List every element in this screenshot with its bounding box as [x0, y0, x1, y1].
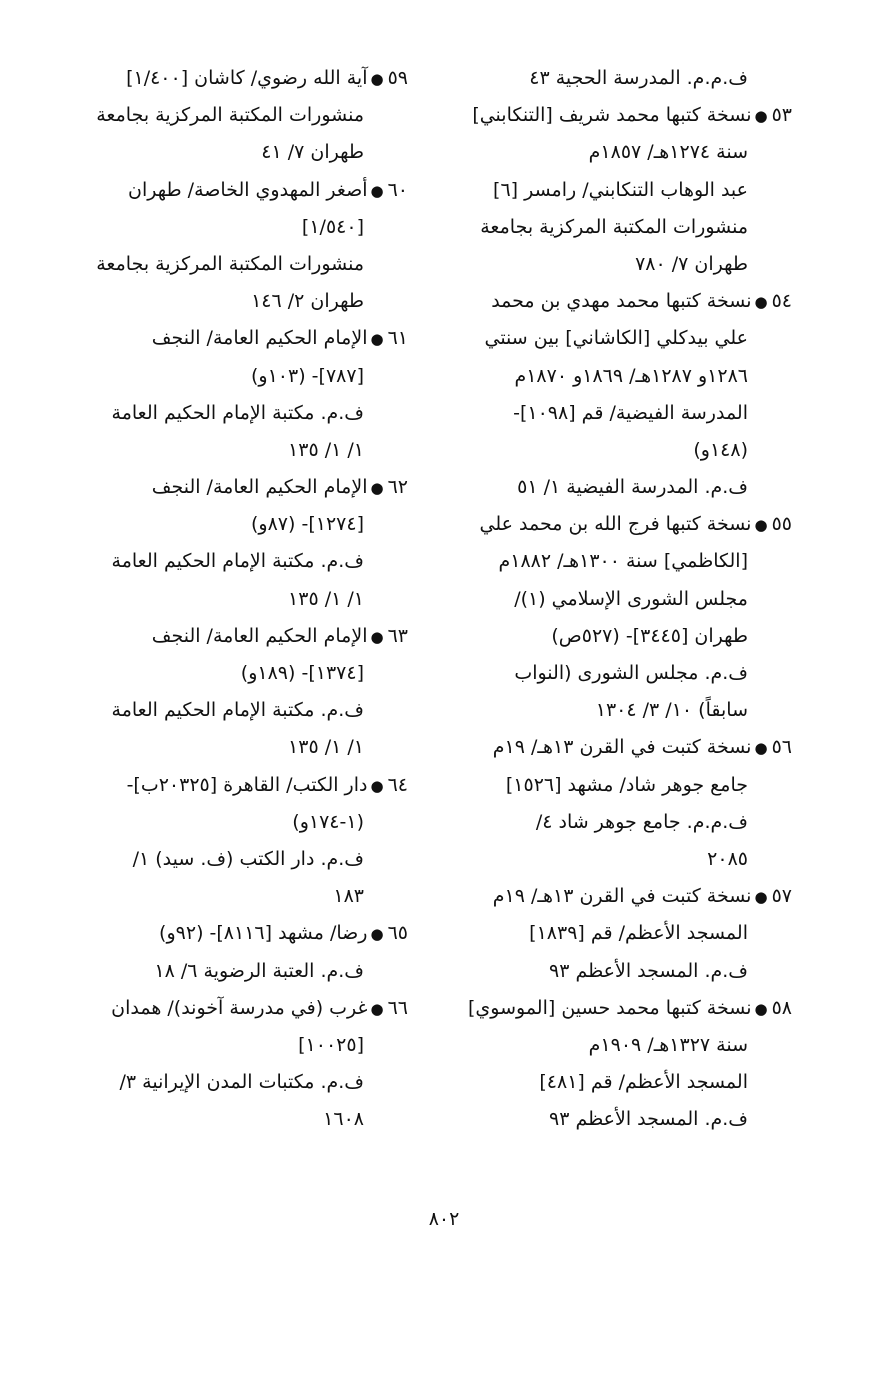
- entry-line: مجلس الشورى الإسلامي (١)/: [514, 587, 748, 610]
- entry-line: طهران ٧/ ٧٨٠: [635, 252, 748, 275]
- entry-text: نسخة كتبها محمد شريف [التنكابني]: [472, 104, 752, 127]
- bullet-icon: ●: [754, 293, 768, 312]
- entry-text: نسخة كتبت في القرن ١٣هـ/ ١٩م: [492, 885, 752, 908]
- entry-line: ف.م. مكتبة الإمام الحكيم العامة: [111, 401, 364, 424]
- page-number: ٨٠٢: [428, 1208, 460, 1230]
- entry-number: ٦٦: [387, 996, 408, 1019]
- bullet-icon: ●: [370, 776, 384, 795]
- entry-line: المسجد الأعظم/ قم [١٨٣٩]: [529, 922, 748, 945]
- bullet-icon: ●: [370, 627, 384, 646]
- entry-text: الإمام الحكيم العامة/ النجف: [151, 327, 368, 350]
- entry-line: عبد الوهاب التنكابني/ رامسر [٦]: [493, 178, 748, 201]
- entry-text: أصغر المهدوي الخاصة/ طهران: [128, 178, 368, 201]
- column-top-line: ف.م.م. المدرسة الحجية ٤٣: [529, 67, 748, 89]
- entry-first-line: [68, 915, 408, 952]
- entry-line: سابقاً) ١٠/ ٣/ ١٣٠٤: [595, 699, 748, 722]
- entry-line: ١/ ١/ ١٣٥: [288, 587, 364, 610]
- entry: [432, 729, 792, 878]
- bullet-icon: ●: [754, 888, 768, 907]
- entry-number: ٥٩: [387, 67, 408, 89]
- entry-line: ف.م. المسجد الأعظم ٩٣: [548, 959, 748, 982]
- entry-line: جامع جوهر شاد/ مشهد [١٥٢٦]: [505, 773, 748, 796]
- entry-first-line: [68, 618, 408, 655]
- entry-text: الإمام الحكيم العامة/ النجف: [151, 476, 368, 499]
- entry-first-line: [432, 878, 792, 915]
- entry-line: ف.م. العتبة الرضوية ٦/ ١٨: [154, 959, 364, 982]
- entry-line: ٢٠٨٥: [707, 847, 748, 870]
- entry-line: [١/٥٤٠]: [301, 215, 364, 238]
- entry: [68, 320, 408, 469]
- entry-text: نسخة كتبها محمد مهدي بن محمد: [491, 290, 752, 313]
- entry-line: ف.م. مكتبة الإمام الحكيم العامة: [111, 699, 364, 722]
- entry-number: ٦٣: [387, 624, 408, 647]
- right-column: [432, 60, 792, 1138]
- bullet-icon: ●: [370, 479, 384, 498]
- entry-line: طهران [٣٤٤٥]- (٥٢٧ص): [551, 624, 748, 647]
- left-column: [68, 60, 408, 1138]
- entry-first-line: [432, 506, 792, 543]
- entry-line: ف.م. مجلس الشورى (النواب: [514, 662, 748, 684]
- entry-line: منشورات المكتبة المركزية بجامعة: [96, 104, 364, 127]
- entry-first-line: [68, 172, 408, 209]
- entry-line: ف.م. مكتبة الإمام الحكيم العامة: [111, 550, 364, 573]
- entry-line: [١٣٧٤]- (١٨٩و): [240, 662, 364, 684]
- entry: [432, 97, 792, 283]
- bullet-icon: ●: [370, 181, 384, 200]
- entry-text: غرب (في مدرسة آخوند)/ همدان: [111, 996, 368, 1019]
- entry: [432, 283, 792, 506]
- entry-number: ٦١: [387, 327, 408, 350]
- entry-first-line: [432, 729, 792, 766]
- entry-first-line: [68, 990, 408, 1027]
- bullet-icon: ●: [370, 999, 384, 1018]
- entry-line: المدرسة الفيضية/ قم [١٠٩٨]-: [513, 401, 748, 424]
- entry-first-line: [432, 283, 792, 320]
- entry-first-line: [68, 767, 408, 804]
- entry-first-line: [68, 320, 408, 357]
- entry-line: (١-١٧٤و): [292, 810, 364, 833]
- entry-line: ١/ ١/ ١٣٥: [288, 736, 364, 759]
- entry-number: ٥٣: [771, 104, 792, 127]
- entry-text: آية الله رضوي/ كاشان [١/٤٠٠]: [126, 67, 368, 89]
- bullet-icon: ●: [754, 516, 768, 535]
- bullet-icon: ●: [754, 739, 768, 758]
- entry-text: نسخة كتبها فرج الله بن محمد علي: [479, 513, 752, 536]
- entry: [68, 767, 408, 916]
- entry: [68, 915, 408, 989]
- entry-first-line: [432, 97, 792, 134]
- entry-number: ٥٨: [771, 996, 792, 1019]
- entry-number: ٥٦: [771, 736, 792, 759]
- bullet-icon: ●: [754, 999, 768, 1018]
- entry-line: ف.م. مكتبات المدن الإيرانية ٣/: [119, 1071, 364, 1094]
- entry: [68, 469, 408, 618]
- entry-line: ١٢٨٦و ١٢٨٧هـ/ ١٨٦٩و ١٨٧٠م: [514, 364, 748, 387]
- entry: [432, 990, 792, 1139]
- bullet-icon: ●: [370, 330, 384, 349]
- left-entries: [68, 60, 408, 1138]
- entry-text: نسخة كتبت في القرن ١٣هـ/ ١٩م: [492, 736, 752, 759]
- entry-text: رضا/ مشهد [٨١١٦]- (٩٢و): [159, 922, 368, 945]
- bullet-icon: ●: [754, 107, 768, 126]
- entry: [68, 618, 408, 767]
- entry-line: ١/ ١/ ١٣٥: [288, 438, 364, 461]
- entry-line: [١٢٧٤]- (٨٧و): [251, 513, 364, 536]
- entry-number: ٥٧: [771, 885, 792, 908]
- entry-number: ٥٥: [771, 513, 792, 536]
- entry-first-line: [68, 469, 408, 506]
- entry-line: سنة ١٣٢٧هـ/ ١٩٠٩م: [588, 1033, 748, 1056]
- entry-line: المسجد الأعظم/ قم [٤٨١]: [539, 1071, 748, 1094]
- bullet-icon: ●: [370, 925, 384, 944]
- entry-line: طهران ٢/ ١٤٦: [251, 290, 364, 313]
- entry: [68, 60, 408, 172]
- entry-line: منشورات المكتبة المركزية بجامعة: [96, 252, 364, 275]
- entry-line: منشورات المكتبة المركزية بجامعة: [480, 215, 748, 238]
- entry-line: ف.م. المسجد الأعظم ٩٣: [548, 1108, 748, 1131]
- entry-line: [١٠٠٢٥]: [298, 1033, 364, 1056]
- entry-number: ٦٤: [387, 773, 408, 796]
- entry-line: (١٤٨و): [693, 438, 748, 461]
- entry-line: علي بيدكلي [الكاشاني] بين سنتي: [484, 327, 748, 350]
- entry-number: ٦٢: [387, 476, 408, 499]
- entry-number: ٦٥: [387, 922, 408, 945]
- entry-line: ١٨٣: [333, 885, 364, 908]
- entry-line: ف.م.م. جامع جوهر شاد ٤/: [535, 810, 748, 833]
- entry: [68, 172, 408, 321]
- entry-line: ١٦٠٨: [323, 1108, 364, 1131]
- entry-line: ف.م. المدرسة الفيضية ١/ ٥١: [517, 476, 748, 499]
- entry-line: [الكاظمي] سنة ١٣٠٠هـ/ ١٨٨٢م: [498, 550, 748, 573]
- entry-text: نسخة كتبها محمد حسين [الموسوي]: [467, 996, 752, 1019]
- right-entries: [432, 97, 792, 1138]
- entry-first-line: [68, 60, 408, 97]
- entry-text: دار الكتب/ القاهرة [٢٠٣٢٥ب]-: [126, 773, 368, 796]
- entry-line: [٧٨٧]- (١٠٣و): [251, 364, 364, 387]
- entry-number: ٦٠: [387, 178, 408, 201]
- bullet-icon: ●: [370, 70, 384, 88]
- entry: [68, 990, 408, 1139]
- entry-line: ف.م. دار الكتب (ف. سيد) ١/: [132, 847, 364, 870]
- entry-number: ٥٤: [771, 290, 792, 313]
- entry: [432, 506, 792, 729]
- entry-line: سنة ١٢٧٤هـ/ ١٨٥٧م: [588, 141, 748, 164]
- entry-first-line: [432, 990, 792, 1027]
- entry: [432, 878, 792, 990]
- entry-text: الإمام الحكيم العامة/ النجف: [151, 624, 368, 647]
- entry-line: طهران ٧/ ٤١: [261, 141, 364, 164]
